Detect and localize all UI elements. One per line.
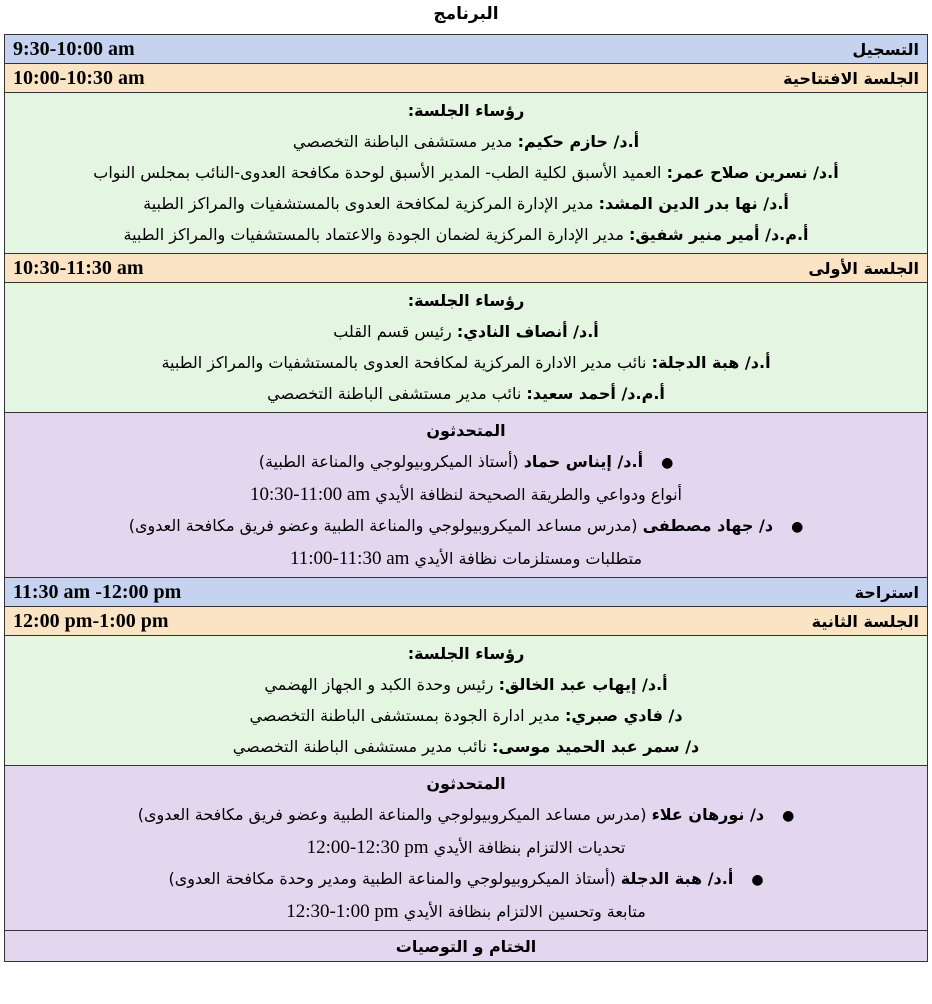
chair-line — [13, 219, 919, 250]
chair-role: مدير ادارة الجودة بمستشفى الباطنة التخصصي — [249, 706, 565, 725]
chair-name: أ.د/ حازم حكيم: — [517, 132, 640, 151]
speaker-name: د/ نورهان علاء — [651, 805, 765, 824]
speaker-role: (مدرس مساعد الميكروبيولوجي والمناعة الطبية وعضو فريق مكافحة العدوى) — [128, 516, 643, 535]
chair-line — [13, 669, 919, 700]
opening-chairs-row — [5, 93, 928, 254]
chair-line — [13, 316, 919, 347]
opening-session-label: الجلسة الافتتاحية — [783, 68, 919, 88]
speaker-line — [13, 510, 919, 543]
speaker-name: أ.د/ هبة الدجلة — [620, 869, 734, 888]
session1-row — [5, 254, 928, 283]
bullet-icon: ● — [751, 872, 764, 888]
chairs-heading: رؤساء الجلسة: — [407, 644, 525, 663]
chair-role: نائب مدير مستشفى الباطنة التخصصي — [232, 737, 493, 756]
program-table — [4, 34, 928, 962]
speaker-name: د/ جهاد مصطفى — [642, 516, 774, 535]
chair-role: مدير مستشفى الباطنة التخصصي — [292, 132, 518, 151]
bullet-icon: ● — [782, 808, 795, 824]
chairs-heading: رؤساء الجلسة: — [407, 101, 525, 120]
session2-chairs-row — [5, 636, 928, 766]
chair-name: أ.د/ نسرين صلاح عمر: — [666, 163, 839, 182]
talk-line — [13, 896, 919, 927]
speaker-line — [13, 799, 919, 832]
chair-line — [13, 700, 919, 731]
chair-role: العميد الأسبق لكلية الطب- المدير الأسبق لوحدة مكافحة العدوى-النائب بمجلس النواب — [93, 163, 667, 182]
talk-topic: متطلبات ومستلزمات نظافة الأيدي — [409, 549, 643, 568]
closing-row — [5, 931, 928, 962]
bullet-icon: ● — [661, 455, 674, 471]
chair-name: أ.د/ نها بدر الدين المشد: — [598, 194, 789, 213]
talk-line — [13, 832, 919, 863]
talk-topic: تحديات الالتزام بنظافة الأيدي — [428, 838, 626, 857]
talk-topic: متابعة وتحسين الالتزام بنظافة الأيدي — [398, 902, 646, 921]
chair-role: رئيس وحدة الكبد و الجهاز الهضمي — [264, 675, 499, 694]
speakers-heading: المتحدثون — [426, 774, 506, 793]
session2-time: 12:00 pm-1:00 pm — [13, 609, 169, 632]
closing-label: الختام و التوصيات — [395, 936, 537, 956]
chair-name: د/ سمر عبد الحميد موسى: — [492, 737, 700, 756]
session1-speakers-row — [5, 413, 928, 578]
bullet-icon: ● — [791, 519, 804, 535]
chairs-heading: رؤساء الجلسة: — [407, 291, 525, 310]
speaker-role: (مدرس مساعد الميكروبيولوجي والمناعة الطبية وعضو فريق مكافحة العدوى) — [137, 805, 652, 824]
session1-time: 10:30-11:30 am — [13, 256, 144, 279]
session1-label: الجلسة الأولى — [808, 258, 919, 278]
talk-time: 10:30-11:00 am — [250, 484, 371, 505]
chair-name: د/ فادي صبري: — [564, 706, 683, 725]
speaker-role: (أستاذ الميكروبيولوجي والمناعة الطبية ومدير وحدة مكافحة العدوى) — [168, 869, 621, 888]
chair-role: مدير الإدارة المركزية لمكافحة العدوى بالمستشفيات والمراكز الطبية — [143, 194, 599, 213]
speaker-role: (أستاذ الميكروبيولوجي والمناعة الطبية) — [258, 452, 524, 471]
talk-topic: أنواع ودواعي والطريقة الصحيحة لنظافة الأيدي — [370, 485, 682, 504]
speaker-line — [13, 863, 919, 896]
chair-name: أ.د/ أنصاف النادي: — [456, 322, 599, 341]
chair-line — [13, 157, 919, 188]
registration-label: التسجيل — [852, 39, 919, 59]
talk-line — [13, 543, 919, 574]
break-time: 11:30 am -12:00 pm — [13, 580, 182, 603]
page-title: البرنامج — [433, 4, 499, 24]
chair-role: مدير الإدارة المركزية لضمان الجودة والاعتماد بالمستشفيات والمراكز الطبية — [123, 225, 629, 244]
session1-chairs-row — [5, 283, 928, 413]
speaker-name: أ.د/ إيناس حماد — [523, 452, 644, 471]
chair-name: أ.م.د/ أمير منير شفيق: — [628, 225, 809, 244]
opening-session-row — [5, 64, 928, 93]
talk-time: 12:30-1:00 pm — [286, 901, 399, 922]
talk-line — [13, 479, 919, 510]
registration-row — [5, 35, 928, 64]
session2-row — [5, 607, 928, 636]
chair-line — [13, 731, 919, 762]
talk-time: 11:00-11:30 am — [289, 548, 410, 569]
chair-line — [13, 378, 919, 409]
chair-role: نائب مدير مستشفى الباطنة التخصصي — [267, 384, 527, 403]
speaker-line — [13, 446, 919, 479]
chair-line — [13, 188, 919, 219]
chair-role: رئيس قسم القلب — [333, 322, 457, 341]
chair-role: نائب مدير الادارة المركزية لمكافحة العدوى بالمستشفيات والمراكز الطبية — [161, 353, 652, 372]
registration-time: 9:30-10:00 am — [13, 37, 135, 60]
chair-line — [13, 126, 919, 157]
break-row — [5, 578, 928, 607]
session2-speakers-row — [5, 766, 928, 931]
chair-name: أ.د/ هبة الدجلة: — [651, 353, 771, 372]
break-label: استراحة — [854, 582, 919, 602]
speakers-heading: المتحدثون — [426, 421, 506, 440]
talk-time: 12:00-12:30 pm — [306, 837, 429, 858]
chair-name: أ.د/ إيهاب عبد الخالق: — [498, 675, 668, 694]
chair-line — [13, 347, 919, 378]
session2-label: الجلسة الثانية — [811, 611, 919, 631]
opening-session-time: 10:00-10:30 am — [13, 66, 145, 89]
chair-name: أ.م.د/ أحمد سعيد: — [526, 384, 665, 403]
